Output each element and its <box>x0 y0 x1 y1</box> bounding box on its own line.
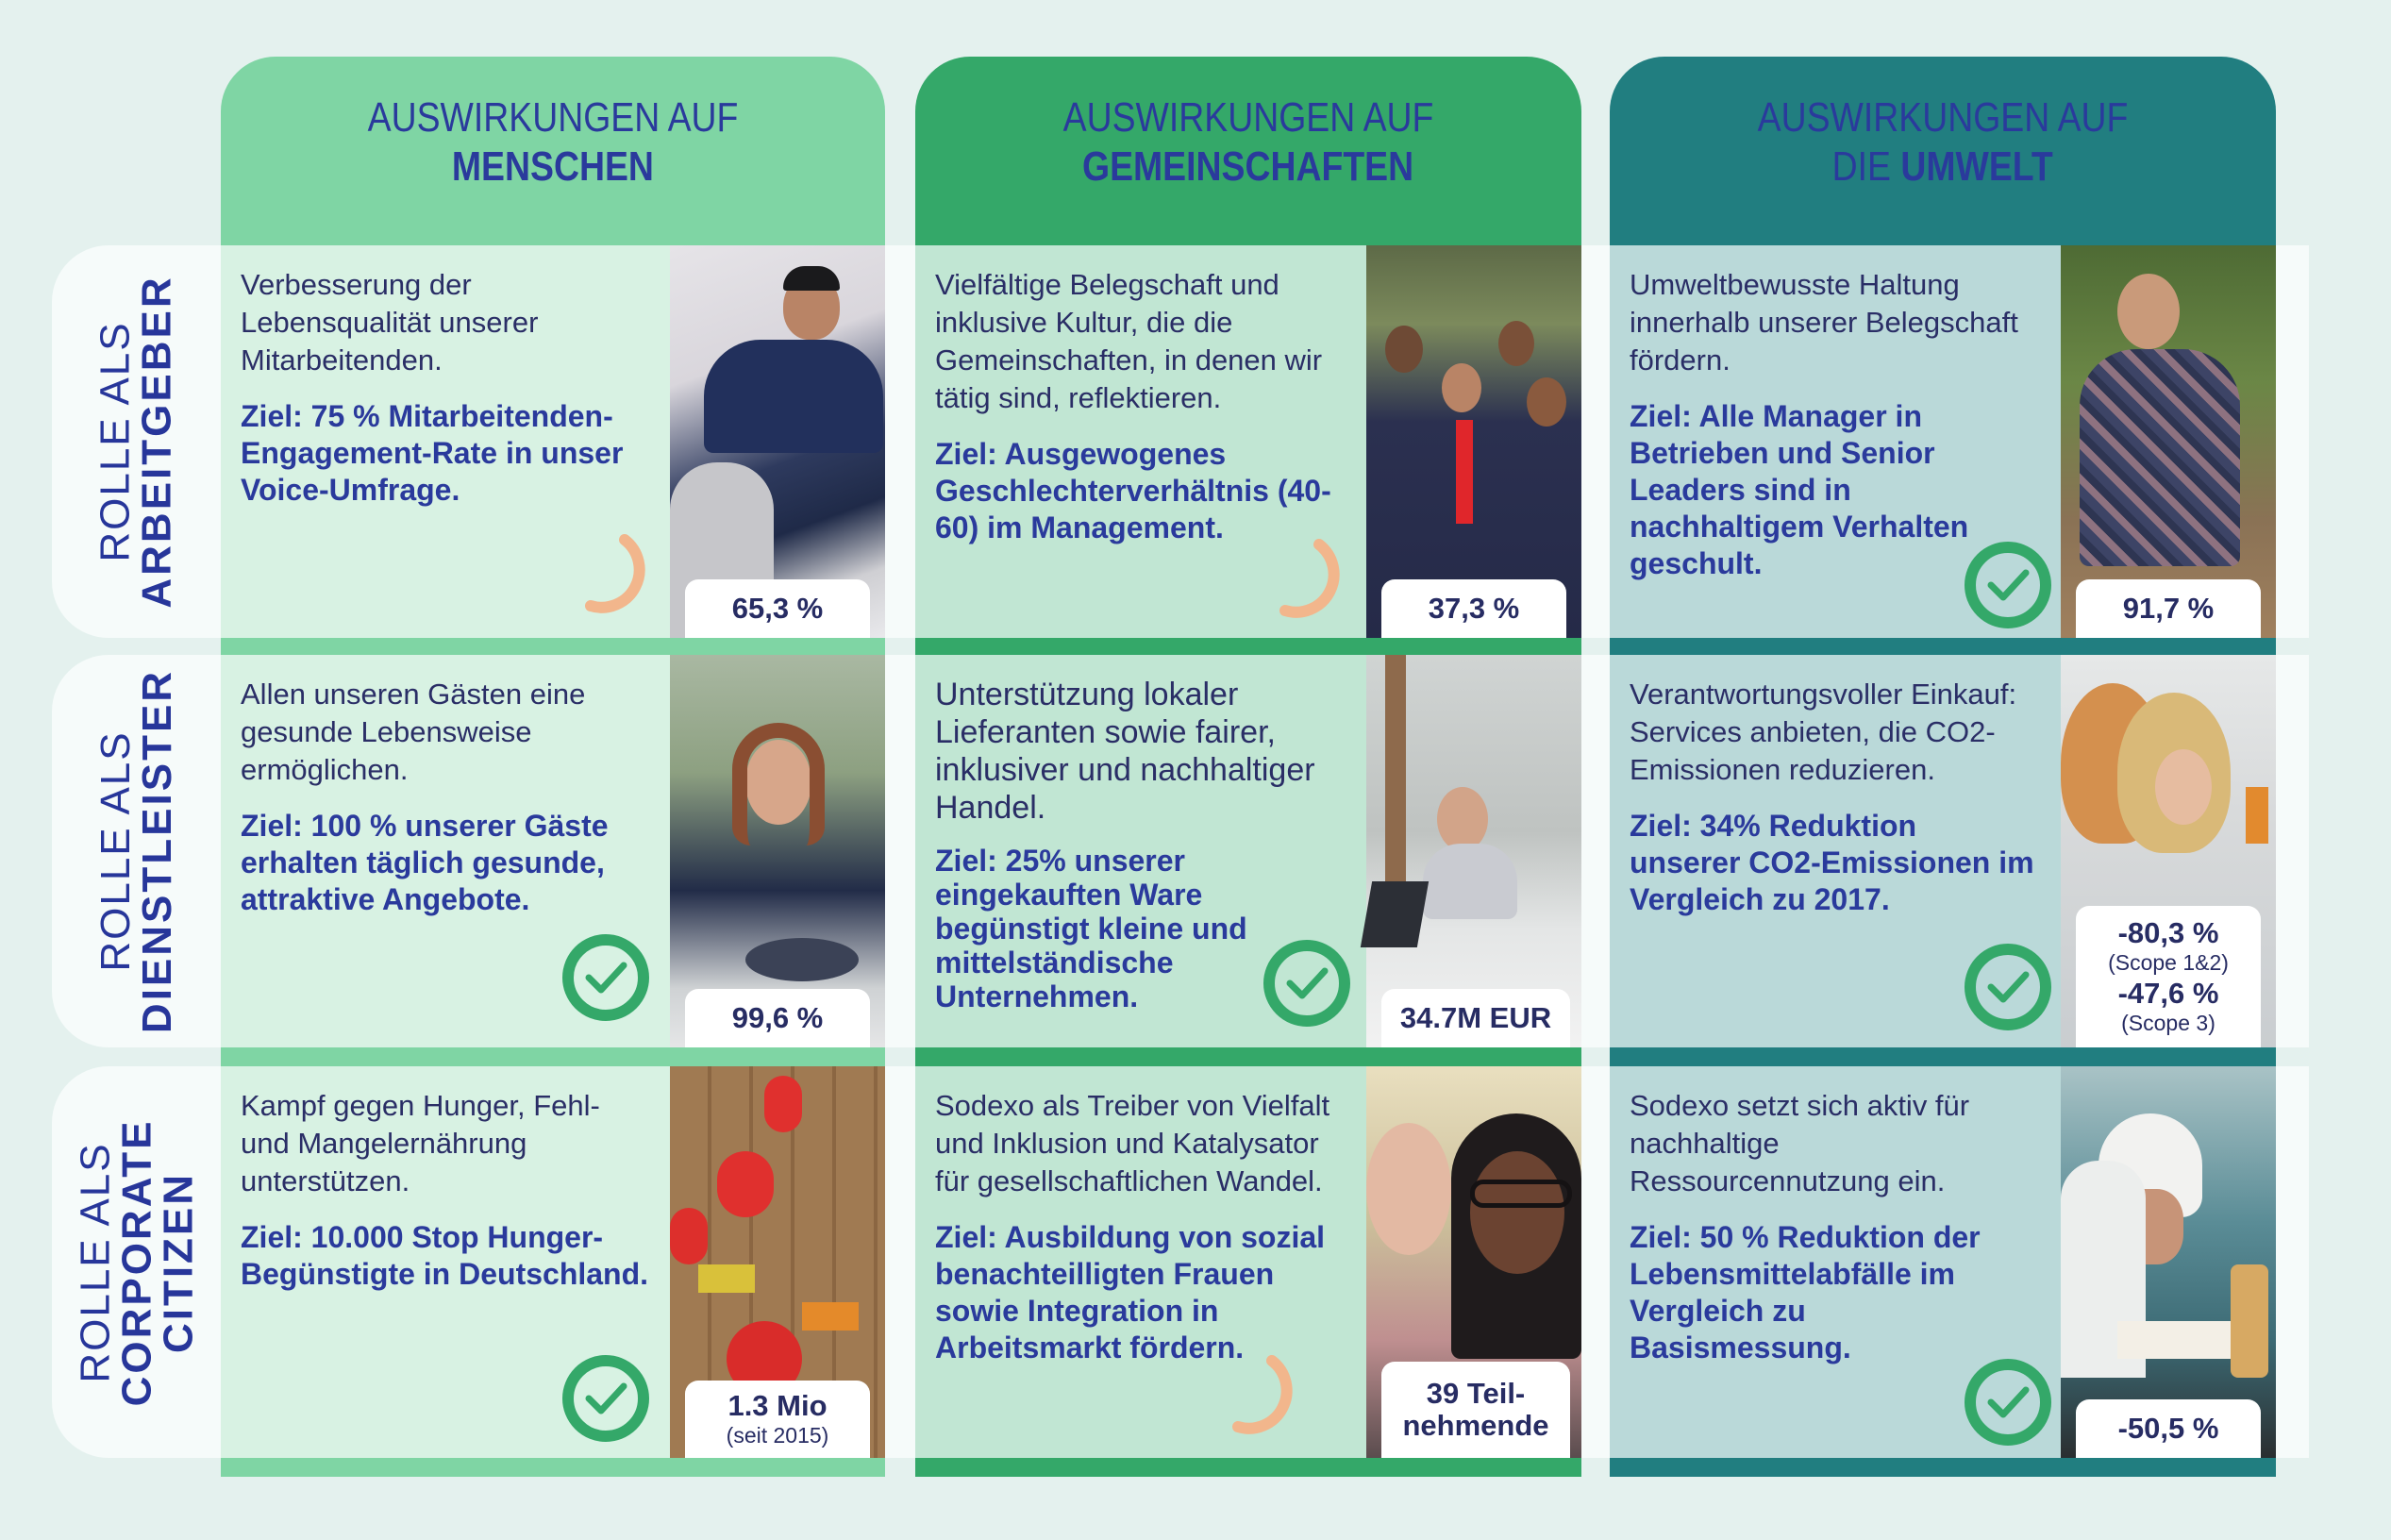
column-header-gemeinschaften <box>915 57 1581 247</box>
check-circle-icon <box>559 930 653 1025</box>
result-badge <box>685 1381 870 1458</box>
photo-food-shape <box>802 1302 859 1331</box>
photo-face-shape <box>1437 787 1488 851</box>
badge-sub: (seit 2015) <box>726 1423 829 1448</box>
cell-description: Umweltbewusste Haltung innerhalb unserer Belegschaft fördern. <box>1630 268 2018 377</box>
result-badge <box>685 989 870 1047</box>
photo-face-shape <box>1527 377 1566 427</box>
photo-face-shape <box>2155 749 2212 825</box>
result-badge <box>1381 1362 1570 1458</box>
cell-gemeinschaften-arbeitgeber <box>915 245 1581 638</box>
column-strip <box>915 1458 1581 1477</box>
cell-menschen-arbeitgeber <box>221 245 885 638</box>
photo-door-frame-shape <box>1385 655 1406 881</box>
column-strip <box>1610 1047 2276 1066</box>
badge-sub-2: (Scope 3) <box>2121 1011 2215 1035</box>
check-circle-icon <box>1961 1355 2055 1449</box>
cell-goal: Ziel: Ausbildung von sozial benachteilligten Frauen sowie Integration in Arbeitsmarkt fördern. <box>935 1220 1326 1364</box>
photo-floral-shirt-shape <box>2080 349 2240 566</box>
photo-bottle-shape <box>2231 1264 2268 1378</box>
result-badge <box>2076 906 2261 1047</box>
badge-value: -80,3 % <box>2117 916 2219 949</box>
badge-value-2: nehmende <box>1402 1409 1549 1442</box>
column-header-menschen <box>221 57 885 247</box>
cell-goal: Ziel: 50 % Reduktion der Lebensmittelabfälle im Vergleich zu Basismessung. <box>1630 1220 1981 1364</box>
photo-food-shape <box>698 1264 755 1293</box>
photo-bowl-shape <box>745 938 859 981</box>
cell-description: Allen unseren Gästen eine gesunde Lebensweise ermöglichen. <box>241 678 586 786</box>
row-label-thin: ROLLE ALS <box>72 1141 119 1383</box>
cell-goal: Ziel: 10.000 Stop Hunger-Begünstigte in Deutschland. <box>241 1220 649 1291</box>
badge-value-2: -47,6 % <box>2117 977 2219 1010</box>
cell-description: Unterstützung lokaler Lieferanten sowie fairer, inklusiver und nachhaltiger Handel. <box>935 677 1315 826</box>
row-label-bold-2: CITIZEN <box>155 1171 202 1353</box>
photo-face-shape <box>1385 326 1423 373</box>
photo-laptop-shape <box>1361 881 1429 947</box>
photo-cutting-board-shape <box>2117 1321 2231 1359</box>
badge-value: 37,3 % <box>1428 592 1520 625</box>
column-header-line2: GEMEINSCHAFTEN <box>1082 143 1414 190</box>
column-strip <box>915 1047 1581 1066</box>
cell-umwelt-arbeitgeber <box>1610 245 2276 638</box>
photo-sweater-shape <box>1423 844 1517 919</box>
badge-value: 39 Teil- <box>1426 1377 1526 1410</box>
column-header-line1: AUSWIRKUNGEN AUF <box>1062 94 1434 141</box>
badge-value: 1.3 Mio <box>727 1389 828 1422</box>
row-label-arbeitgeber <box>52 245 222 638</box>
column-header-line1: AUSWIRKUNGEN AUF <box>1757 94 2129 141</box>
cell-goal: Ziel: 34% Reduktion unserer CO2-Emissionen im Vergleich zu 2017. <box>1630 809 2034 916</box>
cell-description: Verbesserung der Lebensqualität unserer Mitarbeitenden. <box>241 268 539 377</box>
cell-description: Vielfältige Belegschaft und inklusive Kultur, die die Gemeinschaften, in denen wir tätig sind, reflektieren. <box>935 268 1323 414</box>
progress-arc-icon <box>1264 533 1359 628</box>
photo-face-shape <box>1442 363 1481 412</box>
cell-umwelt-corporate-citizen <box>1610 1066 2276 1458</box>
result-badge <box>1381 579 1566 638</box>
row-label-bold: ARBEITGEBER <box>134 275 180 609</box>
cell-description: Kampf gegen Hunger, Fehl- und Mangelernährung unterstützen. <box>241 1089 600 1197</box>
column-strip <box>221 1047 885 1066</box>
badge-value: -50,5 % <box>2117 1412 2219 1445</box>
column-strip <box>221 638 885 657</box>
check-circle-icon <box>1961 538 2055 632</box>
cell-gemeinschaften-dienstleister <box>915 655 1581 1047</box>
column-header-umwelt <box>1610 57 2276 247</box>
cell-goal: Ziel: 100 % unserer Gäste erhalten täglich gesunde, attraktive Angebote. <box>241 809 609 916</box>
row-label-corporate-citizen <box>52 1066 222 1458</box>
row-label-thin: ROLLE ALS <box>92 321 139 562</box>
photo-hair-shape <box>732 723 825 845</box>
progress-arc-icon <box>1217 1349 1312 1444</box>
check-circle-icon <box>1961 940 2055 1034</box>
cell-description: Sodexo setzt sich aktiv für nachhaltige Ressourcennutzung ein. <box>1630 1089 1970 1197</box>
badge-value: 91,7 % <box>2122 592 2215 625</box>
check-circle-icon <box>559 1351 653 1446</box>
photo-hair-shape <box>783 266 840 291</box>
cell-goal: Ziel: Alle Manager in Betrieben und Senior Leaders sind in nachhaltigem Verhalten geschult. <box>1630 399 1969 580</box>
photo-face-shape <box>1366 1123 1451 1255</box>
photo-red-scarf-shape <box>1456 420 1473 524</box>
badge-value: 65,3 % <box>731 592 824 625</box>
result-badge <box>2076 579 2261 638</box>
photo-face-shape <box>1470 1151 1564 1274</box>
cell-goal: Ziel: 25% unserer eingekauften Ware begünstigt kleine und mittelständische Unternehmen. <box>935 844 1247 1013</box>
result-badge <box>1381 989 1570 1047</box>
cell-goal: Ziel: Ausgewogenes Geschlechterverhältnis (40-60) im Management. <box>935 437 1331 544</box>
row-label-bold: CORPORATE <box>113 1118 160 1406</box>
photo-face-shape <box>2117 274 2180 349</box>
cell-goal: Ziel: 75 % Mitarbeitenden-Engagement-Rate in unser Voice-Umfrage. <box>241 399 624 507</box>
column-strip <box>1610 1458 2276 1477</box>
badge-value: 34.7M EUR <box>1399 1001 1552 1034</box>
row-label-dienstleister <box>52 655 222 1047</box>
column-strip <box>915 638 1581 657</box>
column-strip <box>221 1458 885 1477</box>
column-header-line2: DIE UMWELT <box>1831 143 2054 190</box>
row-label-bold: DIENSTLEISTER <box>134 668 180 1034</box>
photo-red-shirt-shape <box>764 1076 802 1132</box>
badge-sub: (Scope 1&2) <box>2108 950 2229 975</box>
cell-description: Sodexo als Treiber von Vielfalt und Inklusion und Katalysator für gesellschaftlichen Wandel. <box>935 1089 1330 1197</box>
result-badge <box>685 579 870 638</box>
column-strip <box>1610 638 2276 657</box>
badge-value: 99,6 % <box>731 1001 824 1034</box>
cell-gemeinschaften-corporate-citizen <box>915 1066 1581 1458</box>
photo-red-shirt-shape <box>670 1208 708 1264</box>
column-header-line2: MENSCHEN <box>451 143 655 190</box>
cell-description: Verantwortungsvoller Einkauf: Services anbieten, die CO2-Emissionen reduzieren. <box>1630 678 2017 786</box>
cell-menschen-corporate-citizen <box>221 1066 885 1458</box>
photo-body-shape <box>704 340 883 453</box>
photo-binder-shape <box>2246 787 2268 844</box>
result-badge <box>2076 1399 2261 1458</box>
row-label-thin: ROLLE ALS <box>92 730 139 972</box>
photo-glasses-shape <box>1470 1180 1572 1208</box>
progress-arc-icon <box>570 528 664 623</box>
column-header-line1: AUSWIRKUNGEN AUF <box>367 94 739 141</box>
cell-umwelt-dienstleister <box>1610 655 2276 1047</box>
photo-red-shirt-shape <box>717 1151 774 1217</box>
check-circle-icon <box>1260 936 1354 1030</box>
cell-menschen-dienstleister <box>221 655 885 1047</box>
photo-face-shape <box>1498 321 1534 366</box>
